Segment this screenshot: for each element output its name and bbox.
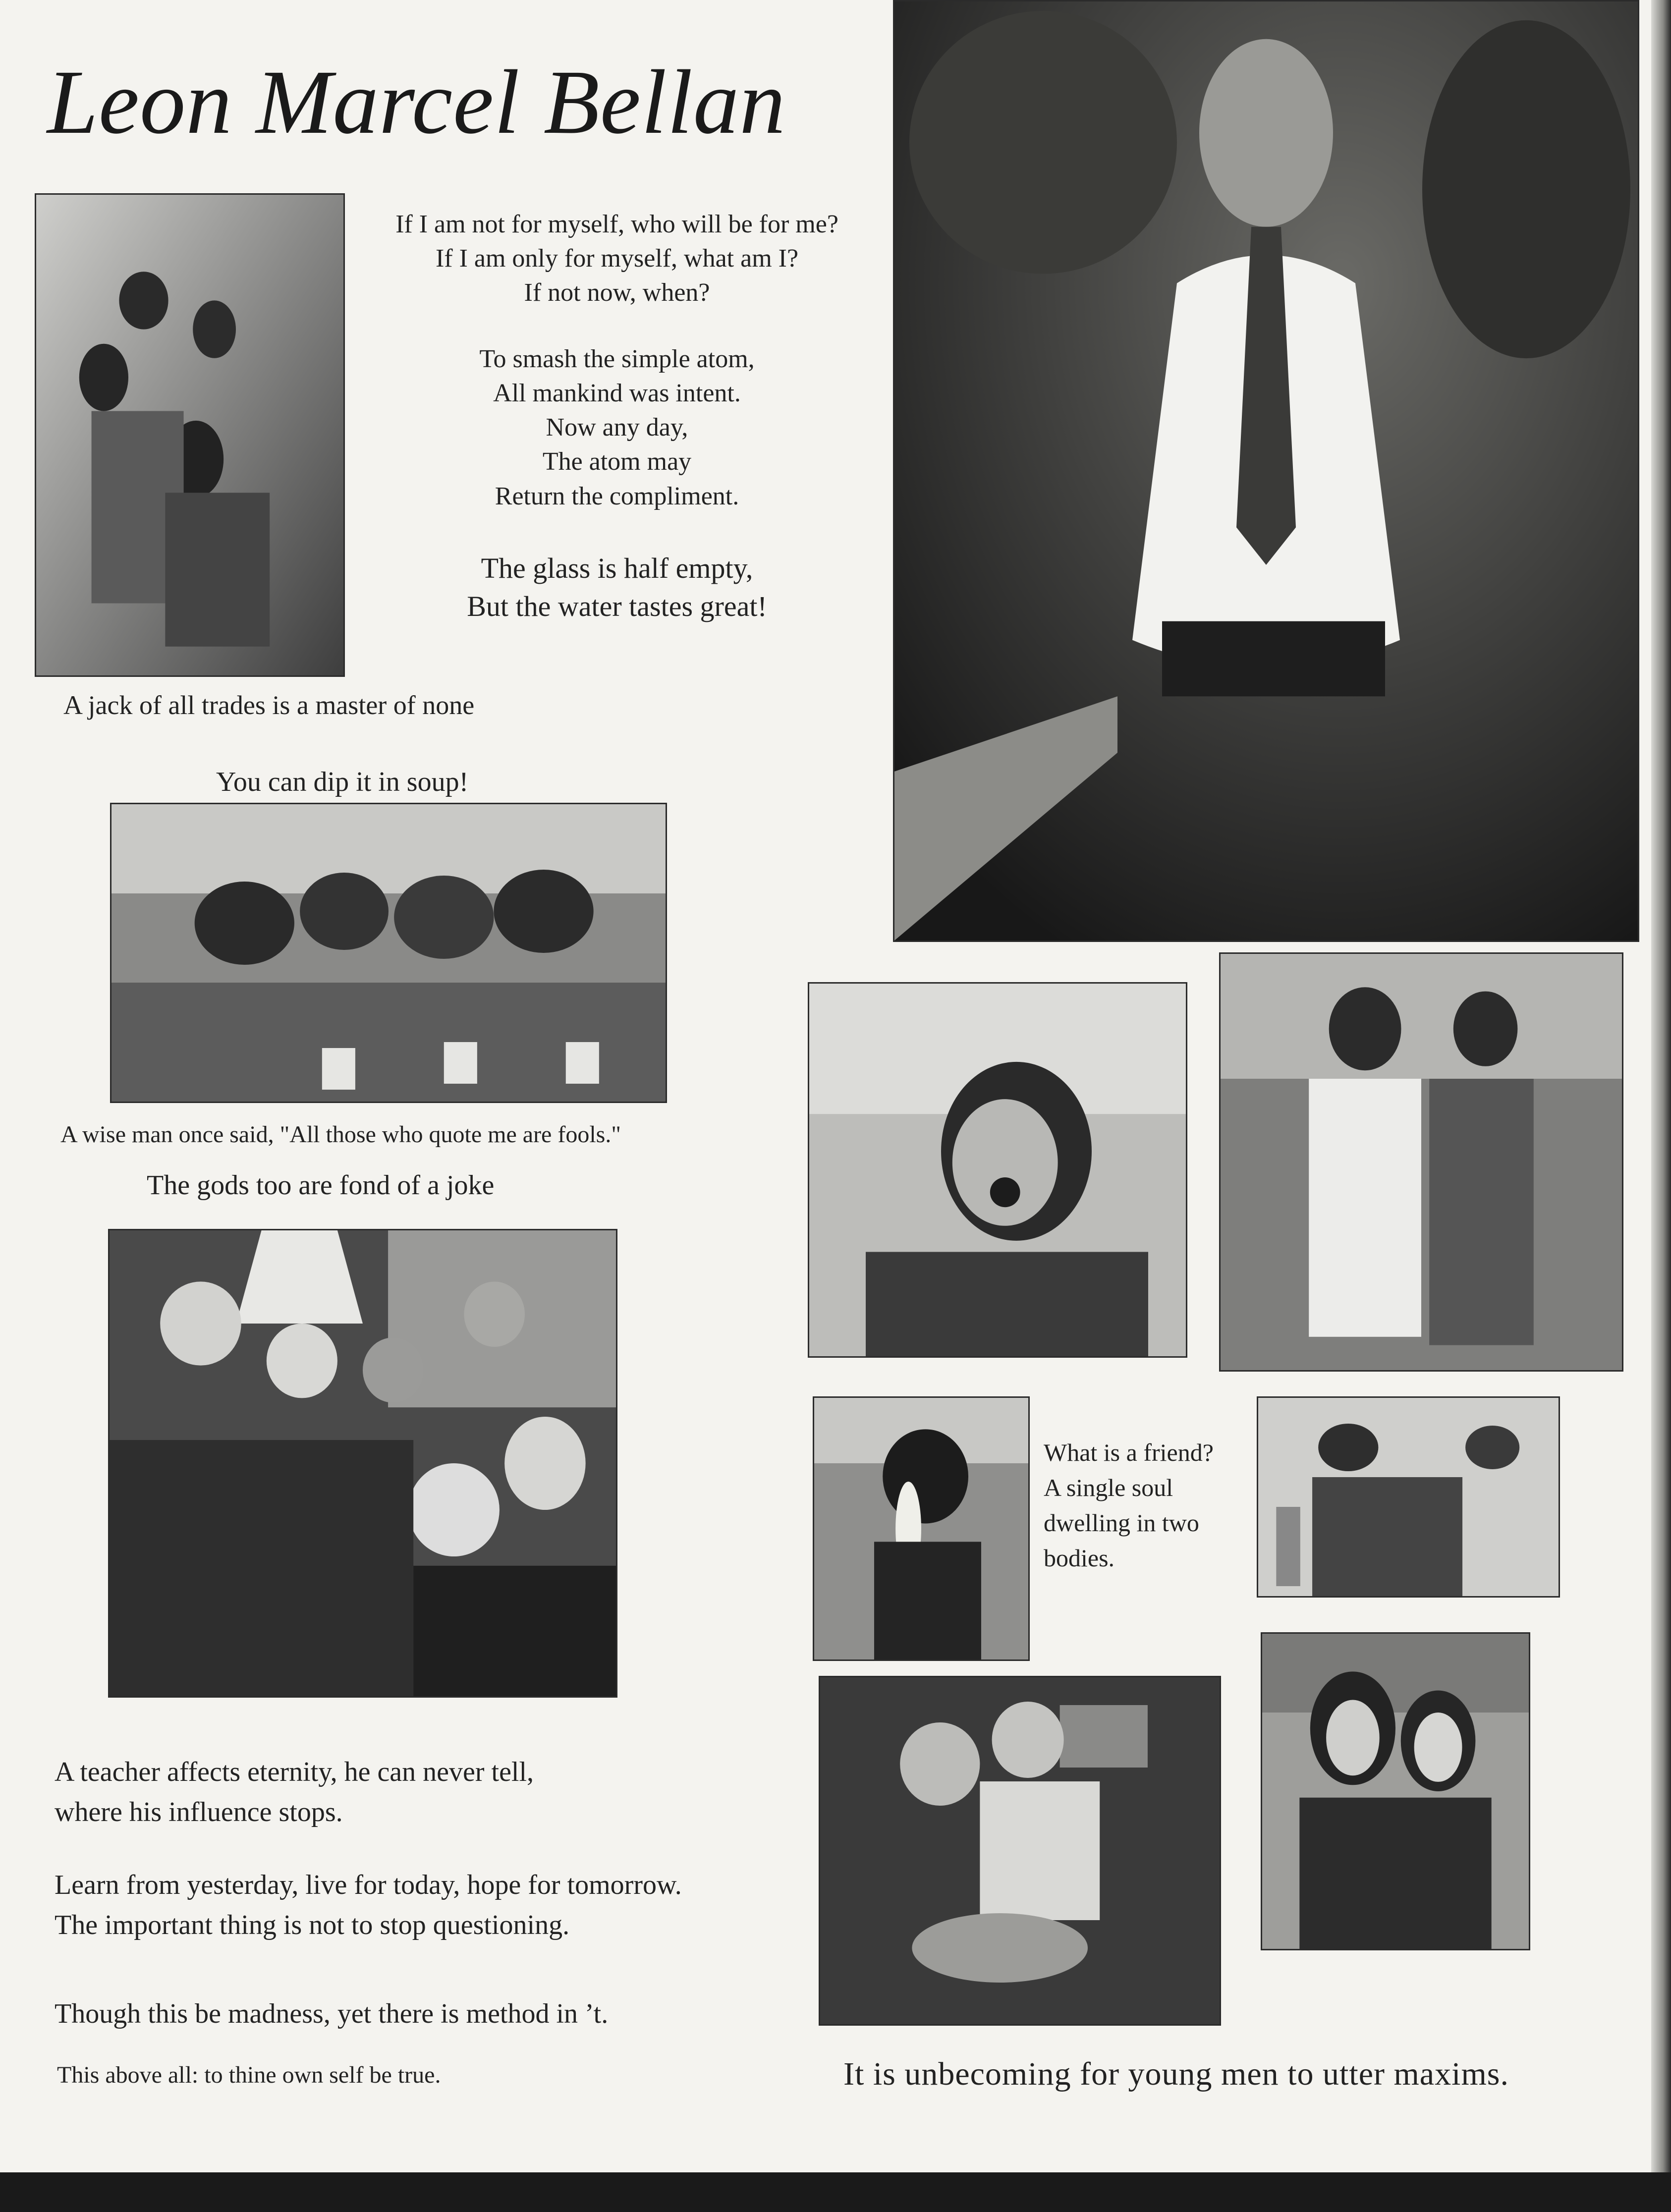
poem-line: If not now, when?: [524, 278, 710, 307]
photo-group-cart: [35, 193, 345, 677]
photo-two-girls: [1261, 1632, 1530, 1950]
quote-gods: The gods too are fond of a joke: [147, 1170, 495, 1201]
page-edge: [1651, 0, 1671, 2212]
friend-line: bodies.: [1044, 1544, 1115, 1572]
poem-line: Return the compliment.: [495, 482, 739, 510]
teacher-line: where his influence stops.: [55, 1797, 343, 1828]
poem-line: Now any day,: [546, 413, 688, 442]
quote-wise-man: A wise man once said, "All those who quote me are fools.": [60, 1121, 621, 1148]
quote-self: This above all: to thine own self be true.: [57, 2062, 441, 2088]
quote-learn: [55, 1865, 682, 1945]
photo-four-friends: [110, 803, 667, 1103]
quote-teacher: [55, 1752, 534, 1832]
poem-stanza-3: [347, 549, 887, 625]
photo-girl-eating: [808, 982, 1187, 1358]
teacher-line: A teacher affects eternity, he can never tell,: [55, 1757, 534, 1787]
quote-jack: A jack of all trades is a master of none: [63, 690, 475, 720]
quote-friend: [1044, 1435, 1214, 1576]
poem-line: But the water tastes great!: [467, 590, 767, 623]
quote-soup: You can dip it in soup!: [216, 767, 469, 797]
photo-two-children: [1219, 952, 1623, 1372]
photo-portrait-main: [893, 0, 1639, 942]
poem-stanza-2: [347, 342, 887, 513]
friend-line: What is a friend?: [1044, 1438, 1214, 1466]
poem-line: All mankind was intent.: [493, 379, 741, 408]
photo-friends-stretch: [1257, 1396, 1560, 1598]
scan-border: [0, 2172, 1671, 2212]
poem-line: The atom may: [542, 447, 692, 476]
quote-maxims: It is unbecoming for young men to utter maxims.: [843, 2056, 1509, 2092]
poem-stanza-1: [347, 207, 887, 310]
photo-kitchen-cooking: [819, 1676, 1221, 2026]
photo-banana: [813, 1396, 1030, 1661]
photo-living-room-group: [108, 1229, 617, 1698]
page-title: Leon Marcel Bellan: [47, 52, 786, 153]
poem-line: If I am only for myself, what am I?: [435, 244, 799, 273]
quote-madness: Though this be madness, yet there is method in ’t.: [55, 1998, 609, 2029]
learn-line: The important thing is not to stop questioning.: [55, 1910, 570, 1941]
friend-line: dwelling in two: [1044, 1509, 1199, 1537]
friend-line: A single soul: [1044, 1474, 1173, 1501]
poem-line: The glass is half empty,: [481, 552, 753, 584]
learn-line: Learn from yesterday, live for today, hope for tomorrow.: [55, 1870, 682, 1900]
poem-line: To smash the simple atom,: [479, 345, 755, 373]
poem-line: If I am not for myself, who will be for me?: [395, 210, 838, 238]
